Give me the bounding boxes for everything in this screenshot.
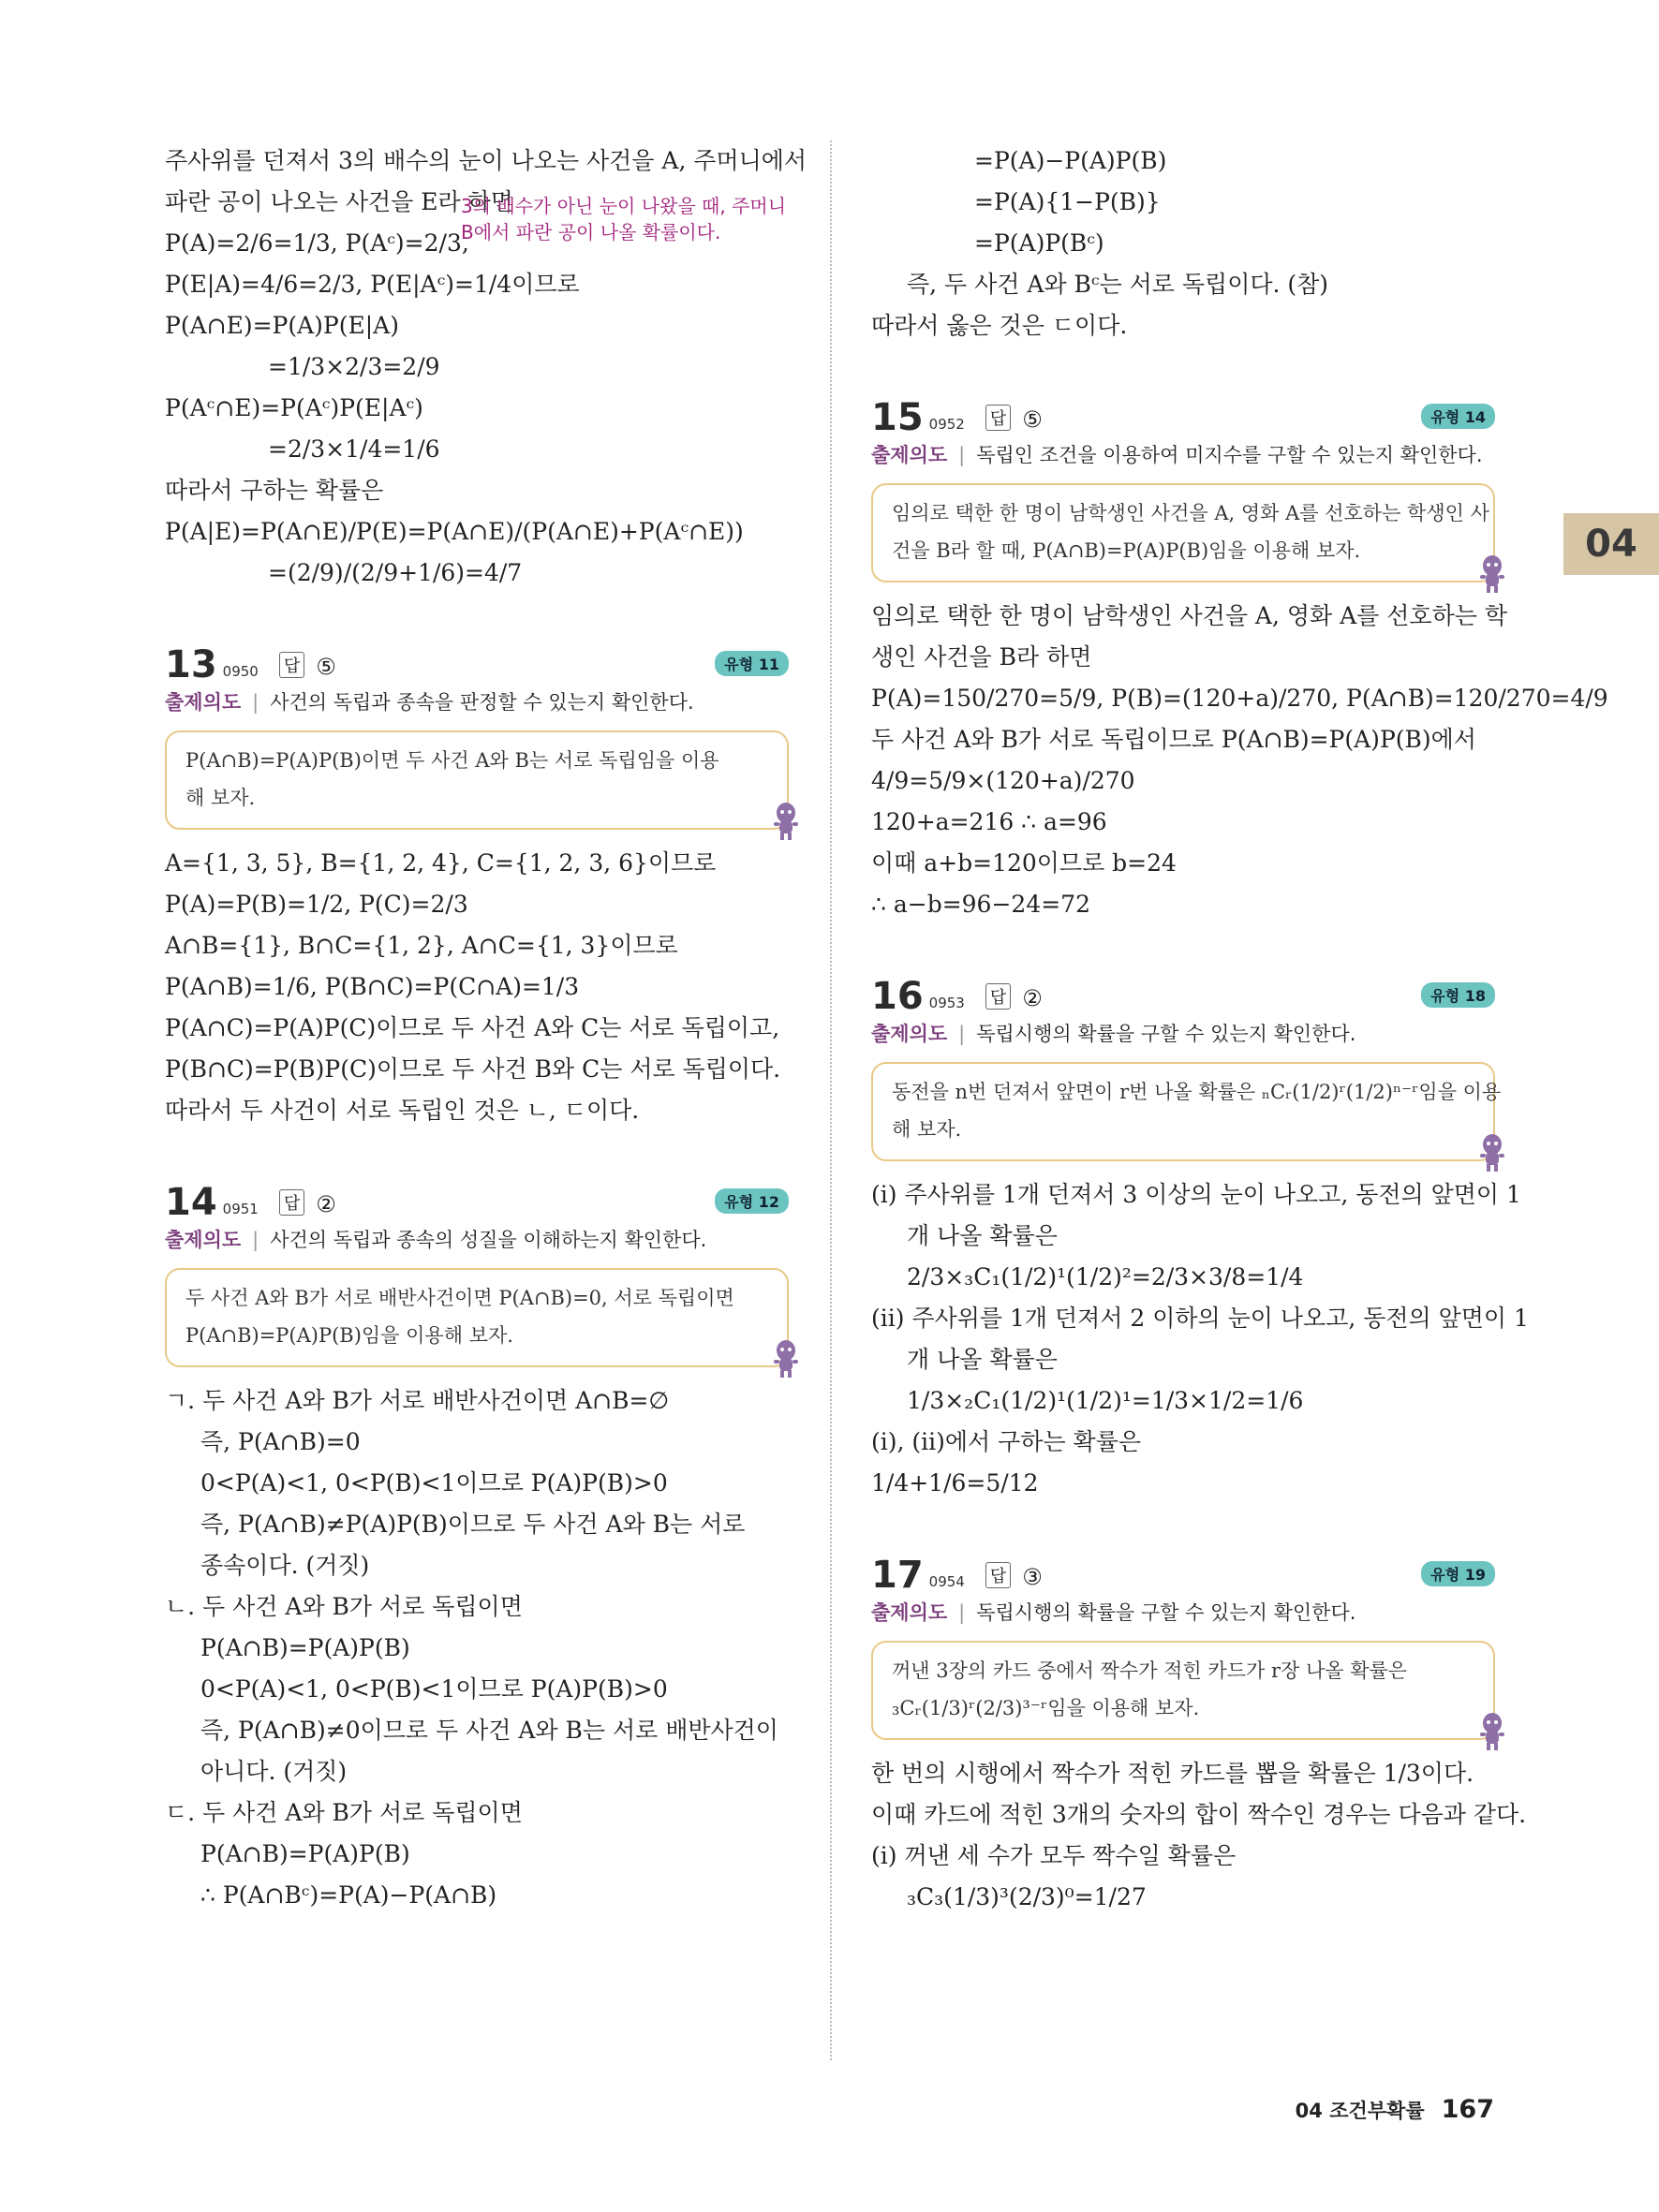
text-line: 1/4+1/6=5/12 [871,1469,1039,1497]
problem-code: 0952 [928,416,965,433]
problem-header [165,637,789,684]
problem-code: 0950 [222,663,259,680]
text-line: 즉, 두 사건 A와 Bᶜ는 서로 독립이다. (참) [907,271,1329,298]
hint-box [871,483,1495,582]
text-line: 즉, P(A∩B)≠0이므로 두 사건 A와 B는 서로 배반사건이 [200,1717,778,1744]
text-line: 생인 사건을 B라 하면 [871,643,1092,671]
text-line: P(A∩E)=P(A)P(E|A) [165,312,399,339]
text-line: (i) 꺼낸 세 수가 모두 짝수일 확률은 [871,1842,1237,1869]
text-line: ₃C₃(1/3)³(2/3)⁰=1/27 [907,1883,1147,1910]
text-line: A={1, 3, 5}, B={1, 2, 4}, C={1, 2, 3, 6}이므로 [165,849,717,877]
answer-label: 답 [279,1189,304,1216]
text-line: (i), (ii)에서 구하는 확률은 [871,1428,1141,1455]
text-line: 이때 카드에 적힌 3개의 숫자의 합이 짝수인 경우는 다음과 같다. [871,1801,1527,1828]
hint-box [871,1641,1495,1740]
intent-line: 출제의도 | 독립인 조건을 이용하여 미지수를 구할 수 있는지 확인한다. [871,444,1483,466]
text-line: 따라서 두 사건이 서로 독립인 것은 ㄴ, ㄷ이다. [165,1097,640,1124]
problem-14 [165,1174,789,1916]
hint-line: 해 보자. [892,1118,962,1141]
text-line: =2/3×1/4=1/6 [268,435,440,463]
mascot-icon [770,800,802,841]
answer-value: ⑤ [1022,406,1043,433]
answer-label: 답 [985,1562,1011,1588]
answer-value: ② [316,1191,336,1217]
problem-header [165,1174,789,1224]
text-line: 즉, P(A∩B)=0 [200,1428,361,1455]
text-line: 파란 공이 나오는 사건을 E라 하면 [165,188,513,215]
hint-line: P(A∩B)=P(A)P(B)이면 두 사건 A와 B는 서로 독립임을 이용 [185,749,719,772]
problem-number: 15 [871,396,924,439]
problem-number: 13 [165,643,217,686]
type-badge: 유형 14 [1421,404,1495,429]
text-line: (i) 주사위를 1개 던져서 3 이상의 눈이 나오고, 동전의 앞면이 1 [871,1181,1521,1208]
hint-line: ₃Cᵣ(1/3)ʳ(2/3)³⁻ʳ임을 이용해 보자. [892,1697,1200,1719]
text-line: P(A∩B)=1/6, P(B∩C)=P(C∩A)=1/3 [165,973,580,1000]
problem-number: 17 [871,1554,924,1597]
type-badge: 유형 19 [1421,1561,1495,1586]
text-line: P(A|E)=P(A∩E)/P(E)=P(A∩E)/(P(A∩E)+P(Aᶜ∩E)) [165,518,744,545]
text-line: P(E|A)=4/6=2/3, P(E|Aᶜ)=1/4이므로 [165,271,580,298]
intent-label: 출제의도 [165,1229,242,1251]
hint-line: 꺼낸 3장의 카드 중에서 짝수가 적힌 카드가 r장 나올 확률은 [892,1659,1408,1682]
text-line: 개 나올 확률은 [907,1346,1058,1373]
answer-label: 답 [985,983,1011,1010]
hint-line: P(A∩B)=P(A)P(B)임을 이용해 보자. [185,1324,513,1347]
text-line: ∴ a−b=96−24=72 [871,891,1090,918]
problem-16 [871,968,1529,1504]
text-line: P(B∩C)=P(B)P(C)이므로 두 사건 B와 C는 서로 독립이다. [165,1055,781,1083]
text-line: 따라서 옳은 것은 ㄷ이다. [871,312,1128,339]
problem-code: 0951 [222,1201,259,1217]
text-line: P(Aᶜ∩E)=P(Aᶜ)P(E|Aᶜ) [165,394,423,421]
text-line: (ii) 주사위를 1개 던져서 2 이하의 눈이 나오고, 동전의 앞면이 1 [871,1305,1529,1332]
text-line: 1/3×₂C₁(1/2)¹(1/2)¹=1/3×1/2=1/6 [907,1387,1304,1414]
intent-text: 사건의 독립과 종속의 성질을 이해하는지 확인한다. [270,1229,707,1251]
problem-13 [165,637,789,1131]
page-footer [1296,2095,1494,2124]
chapter-title: 04 조건부확률 [1295,2100,1425,2122]
hint-line: 건을 B라 할 때, P(A∩B)=P(A)P(B)임을 이용해 보자. [892,539,1361,562]
text-line: P(A)=2/6=1/3, P(Aᶜ)=2/3, [165,229,469,257]
mascot-icon [1476,553,1508,594]
answer-value: ⑤ [316,654,336,680]
hint-line: 임의로 택한 한 명이 남학생인 사건을 A, 영화 A를 선호하는 학생인 사 [892,502,1489,524]
intent-label: 출제의도 [871,444,948,466]
text-line: 아니다. (거짓) [200,1758,348,1785]
type-badge: 유형 11 [715,651,789,676]
text-line: ∴ P(A∩Bᶜ)=P(A)−P(A∩B) [200,1881,497,1909]
intent-text: 사건의 독립과 종속을 판정할 수 있는지 확인한다. [270,691,694,714]
chapter-tab: 04 [1563,513,1659,575]
text-line: ㄴ. 두 사건 A와 B가 서로 독립이면 [165,1593,523,1620]
intent-line: 출제의도 | 사건의 독립과 종속을 판정할 수 있는지 확인한다. [165,691,694,714]
text-line: =P(A)−P(A)P(B) [974,147,1167,174]
mascot-icon [1476,1710,1508,1751]
answer-value: ③ [1022,1564,1043,1590]
hint-line: 동전을 n번 던져서 앞면이 r번 나올 확률은 ₙCᵣ(1/2)ʳ(1/2)ⁿ⁻ʳ임을 이용 [892,1081,1502,1103]
intent-text: 독립시행의 확률을 구할 수 있는지 확인한다. [976,1601,1356,1624]
page-number: 167 [1441,2095,1494,2124]
side-annotation: 3의 배수가 아닌 눈이 나왔을 때, 주머니 B에서 파란 공이 나올 확률이다. [461,195,787,243]
right-column [871,140,1608,1918]
text-line: 즉, P(A∩B)≠P(A)P(B)이므로 두 사건 A와 B는 서로 [200,1511,746,1538]
problem-code: 0954 [928,1573,965,1590]
hint-box [165,1268,789,1367]
problem-number: 16 [871,975,924,1018]
text-line: ㄱ. 두 사건 A와 B가 서로 배반사건이면 A∩B=∅ [165,1387,670,1414]
problem-header [871,1547,1495,1597]
left-column [165,140,807,1916]
problem-number: 14 [165,1181,217,1224]
problem-code: 0953 [928,995,965,1011]
text-line: 개 나올 확률은 [907,1222,1058,1249]
problem-15 [871,390,1608,925]
text-line: =P(A){1−P(B)} [974,188,1161,215]
text-line: 주사위를 던져서 3의 배수의 눈이 나오는 사건을 A, 주머니에서 [165,147,807,174]
text-line: 임의로 택한 한 명이 남학생인 사건을 A, 영화 A를 선호하는 학 [871,602,1507,629]
text-line: 0<P(A)<1, 0<P(B)<1이므로 P(A)P(B)>0 [200,1469,668,1497]
text-line: ㄷ. 두 사건 A와 B가 서로 독립이면 [165,1799,523,1826]
mascot-icon [1476,1131,1508,1172]
answer-value: ② [1022,985,1043,1011]
text-line: P(A∩B)=P(A)P(B) [200,1840,410,1867]
text-line: 이때 a+b=120이므로 b=24 [871,849,1177,877]
text-line: P(A∩C)=P(A)P(C)이므로 두 사건 A와 C는 서로 독립이고, [165,1014,780,1041]
text-line: P(A)=150/270=5/9, P(B)=(120+a)/270, P(A∩B)=120/270=4/9 [871,685,1608,712]
problem-17 [871,1547,1527,1918]
intent-line: 출제의도 | 사건의 독립과 종속의 성질을 이해하는지 확인한다. [165,1229,707,1251]
intent-text: 독립시행의 확률을 구할 수 있는지 확인한다. [976,1023,1356,1045]
hint-line: 해 보자. [185,787,256,809]
text-line: A∩B={1}, B∩C={1, 2}, A∩C={1, 3}이므로 [165,932,678,959]
problem-header [871,968,1495,1018]
column-divider [830,140,832,2060]
text-line: 따라서 구하는 확률은 [165,477,384,504]
text-line: 두 사건 A와 B가 서로 독립이므로 P(A∩B)=P(A)P(B)에서 [871,726,1476,753]
hint-box [165,730,789,830]
intent-text: 독립인 조건을 이용하여 미지수를 구할 수 있는지 확인한다. [976,444,1483,466]
text-line: P(A)=P(B)=1/2, P(C)=2/3 [165,891,468,918]
text-line: 한 번의 시행에서 짝수가 적힌 카드를 뽑을 확률은 1/3이다. [871,1760,1474,1787]
text-line: 0<P(A)<1, 0<P(B)<1이므로 P(A)P(B)>0 [200,1675,668,1703]
text-line: P(A∩B)=P(A)P(B) [200,1634,410,1661]
mascot-icon [770,1337,802,1379]
text-line: 2/3×₃C₁(1/2)¹(1/2)²=2/3×3/8=1/4 [907,1263,1304,1290]
type-badge: 유형 18 [1421,982,1495,1008]
text-line: =(2/9)/(2/9+1/6)=4/7 [268,559,523,586]
intent-line: 출제의도 | 독립시행의 확률을 구할 수 있는지 확인한다. [871,1023,1356,1045]
text-line: =P(A)P(Bᶜ) [974,229,1104,257]
intent-line: 출제의도 | 독립시행의 확률을 구할 수 있는지 확인한다. [871,1601,1356,1624]
answer-label: 답 [279,652,304,678]
hint-line: 두 사건 A와 B가 서로 배반사건이면 P(A∩B)=0, 서로 독립이면 [185,1287,734,1309]
text-line: 종속이다. (거짓) [200,1552,370,1579]
text-line: 4/9=5/9×(120+a)/270 [871,767,1135,794]
problem-header [871,390,1495,439]
answer-label: 답 [985,405,1011,431]
text-line: =1/3×2/3=2/9 [268,353,440,380]
intent-label: 출제의도 [871,1601,948,1624]
intent-label: 출제의도 [165,691,242,714]
intent-label: 출제의도 [871,1023,948,1045]
text-line: 120+a=216 ∴ a=96 [871,808,1107,835]
hint-box [871,1062,1502,1161]
type-badge: 유형 12 [715,1188,789,1214]
